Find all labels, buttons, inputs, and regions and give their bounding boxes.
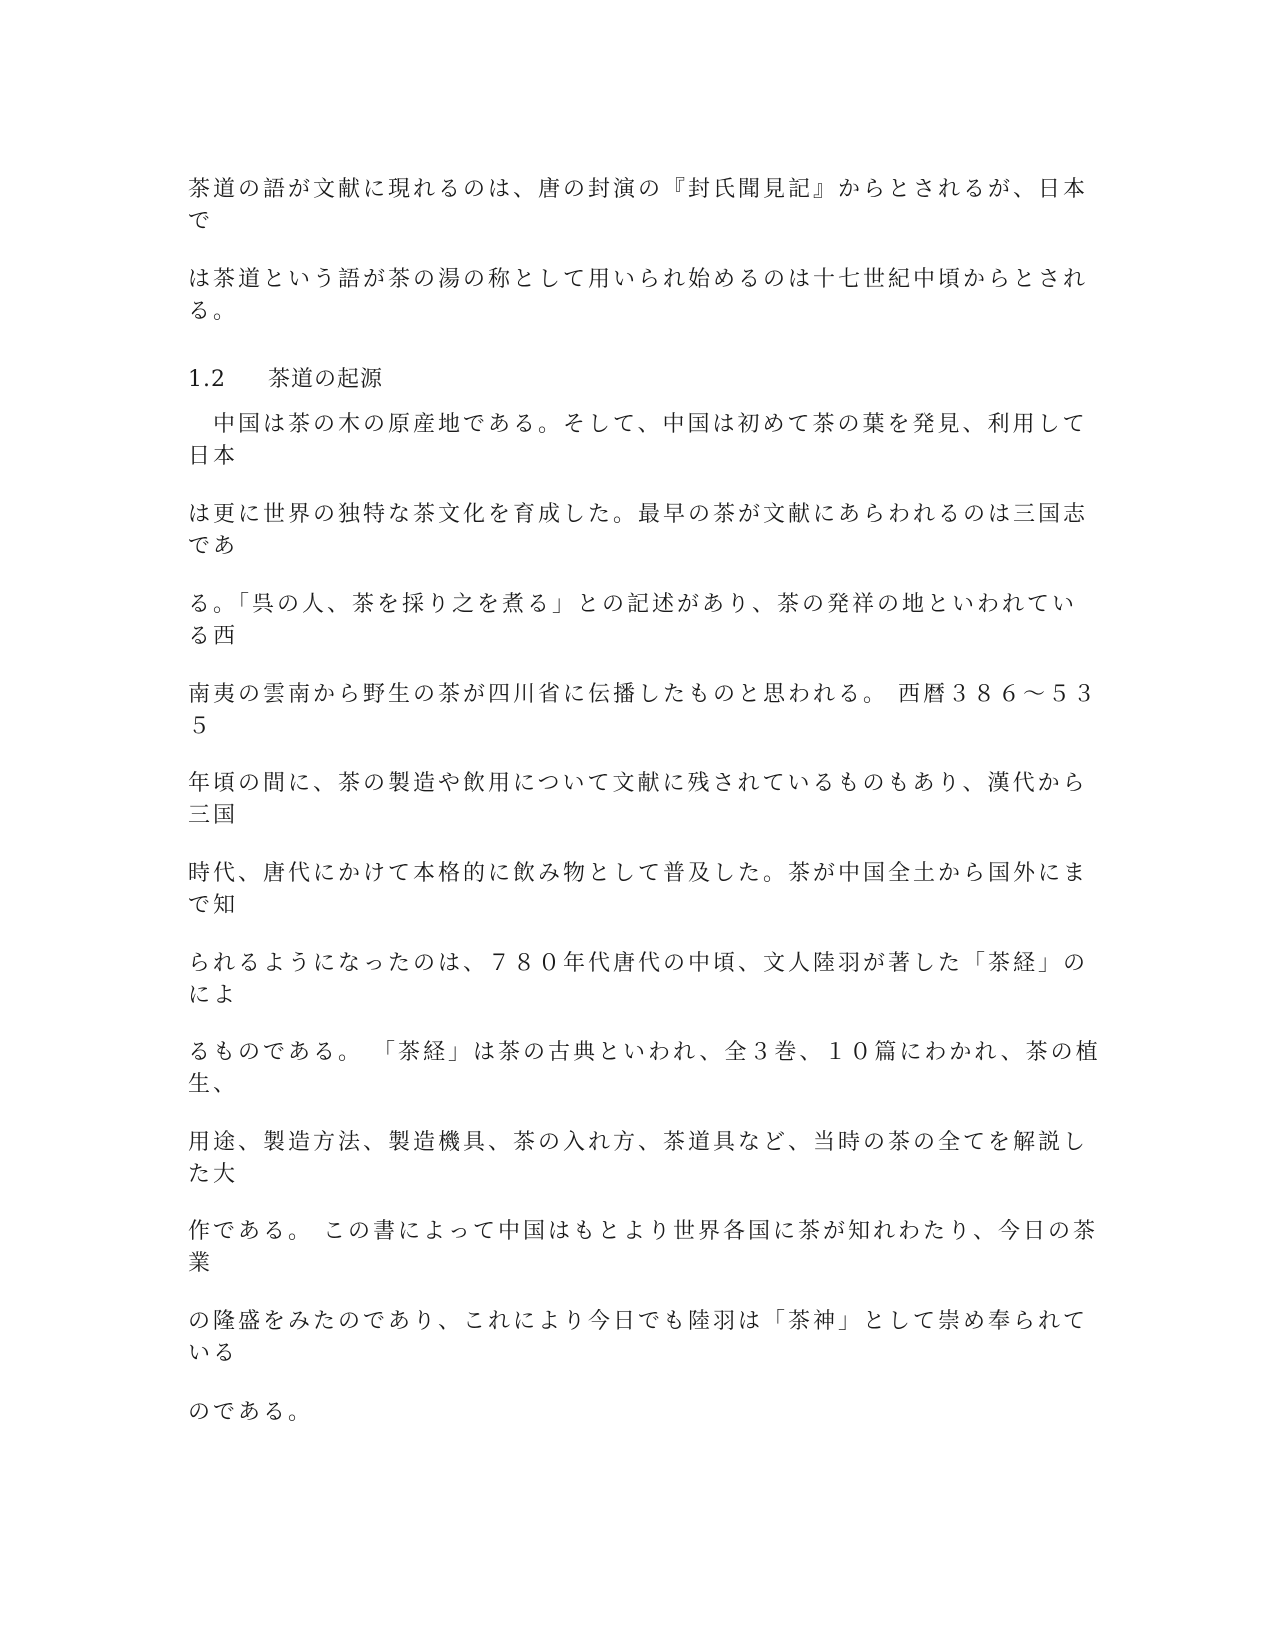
- text-line-wrap: た大: [188, 1162, 239, 1187]
- text-line: 作である。 この書によって中国はもとより世界各国に茶が知れわたり、今日の茶: [188, 1219, 1098, 1244]
- text-line: るものである。 「茶経」は茶の古典といわれ、全３巻、１０篇にわかれ、茶の植: [188, 1040, 1101, 1065]
- text-line: 茶道の語が文献に現れるのは、唐の封演の『封氏聞見記』からとされるが、日本: [188, 177, 1089, 202]
- intro-paragraph-2: [188, 264, 1088, 328]
- text-line-wrap: で: [188, 209, 214, 234]
- text-line: られるようになったのは、７８０年代唐代の中頃、文人陸羽が著した「茶経」の: [188, 951, 1089, 976]
- text-line-wrap: であ: [188, 534, 239, 559]
- text-line: は茶道という語が茶の湯の称として用いられ始めるのは十七世紀中頃からとされ: [188, 267, 1089, 292]
- body-paragraph-10: [188, 1216, 1098, 1280]
- body-paragraph-6: [188, 858, 1088, 922]
- text-line: 年頃の間に、茶の製造や飲用について文献に残されているものもあり、漢代から: [188, 771, 1088, 796]
- text-line-wrap: によ: [188, 983, 239, 1008]
- text-line-wrap: る西: [188, 624, 239, 649]
- body-paragraph-5: [188, 768, 1088, 832]
- intro-paragraph-1: [188, 174, 1088, 238]
- body-paragraph-7: [188, 948, 1088, 1012]
- text-line: 時代、唐代にかけて本格的に飲み物として普及した。茶が中国全土から国外にま: [188, 861, 1089, 886]
- text-line: る。「呉の人、茶を採り之を煮る」との記述があり、茶の発祥の地といわれてい: [188, 592, 1078, 617]
- text-line: のである。: [188, 1400, 314, 1425]
- body-paragraph-4: [188, 679, 1098, 743]
- body-paragraph-3: [188, 589, 1088, 653]
- text-line-wrap: で知: [188, 893, 239, 918]
- body-paragraph-1: [188, 409, 1088, 473]
- section-title: 茶道の起源: [268, 367, 384, 392]
- text-line-wrap: る。: [188, 299, 239, 324]
- text-line: 用途、製造方法、製造機具、茶の入れ方、茶道具など、当時の茶の全てを解説し: [188, 1130, 1089, 1155]
- section-number: 1.2: [188, 367, 226, 392]
- text-line-wrap: 三国: [188, 803, 239, 828]
- text-line-wrap: ５: [188, 714, 214, 739]
- text-line-wrap: いる: [188, 1341, 239, 1366]
- section-heading: [188, 364, 383, 396]
- text-line: 南夷の雲南から野生の茶が四川省に伝播したものと思われる。 西暦３８６～５３: [188, 682, 1098, 707]
- body-paragraph-2: [188, 499, 1088, 563]
- body-paragraph-11: [188, 1306, 1088, 1370]
- body-paragraph-9: [188, 1127, 1088, 1191]
- text-line-wrap: 生、: [188, 1072, 239, 1097]
- text-line: 中国は茶の木の原産地である。そして、中国は初めて茶の葉を発見、利用して: [188, 412, 1088, 437]
- text-line-wrap: 業: [188, 1251, 214, 1276]
- text-line: の隆盛をみたのであり、これにより今日でも陸羽は「茶神」として崇め奉られて: [188, 1309, 1089, 1334]
- text-line: は更に世界の独特な茶文化を育成した。最早の茶が文献にあらわれるのは三国志: [188, 502, 1089, 527]
- body-paragraph-8: [188, 1037, 1101, 1101]
- text-line-wrap: 日本: [188, 444, 239, 469]
- body-paragraph-12: [188, 1397, 1088, 1429]
